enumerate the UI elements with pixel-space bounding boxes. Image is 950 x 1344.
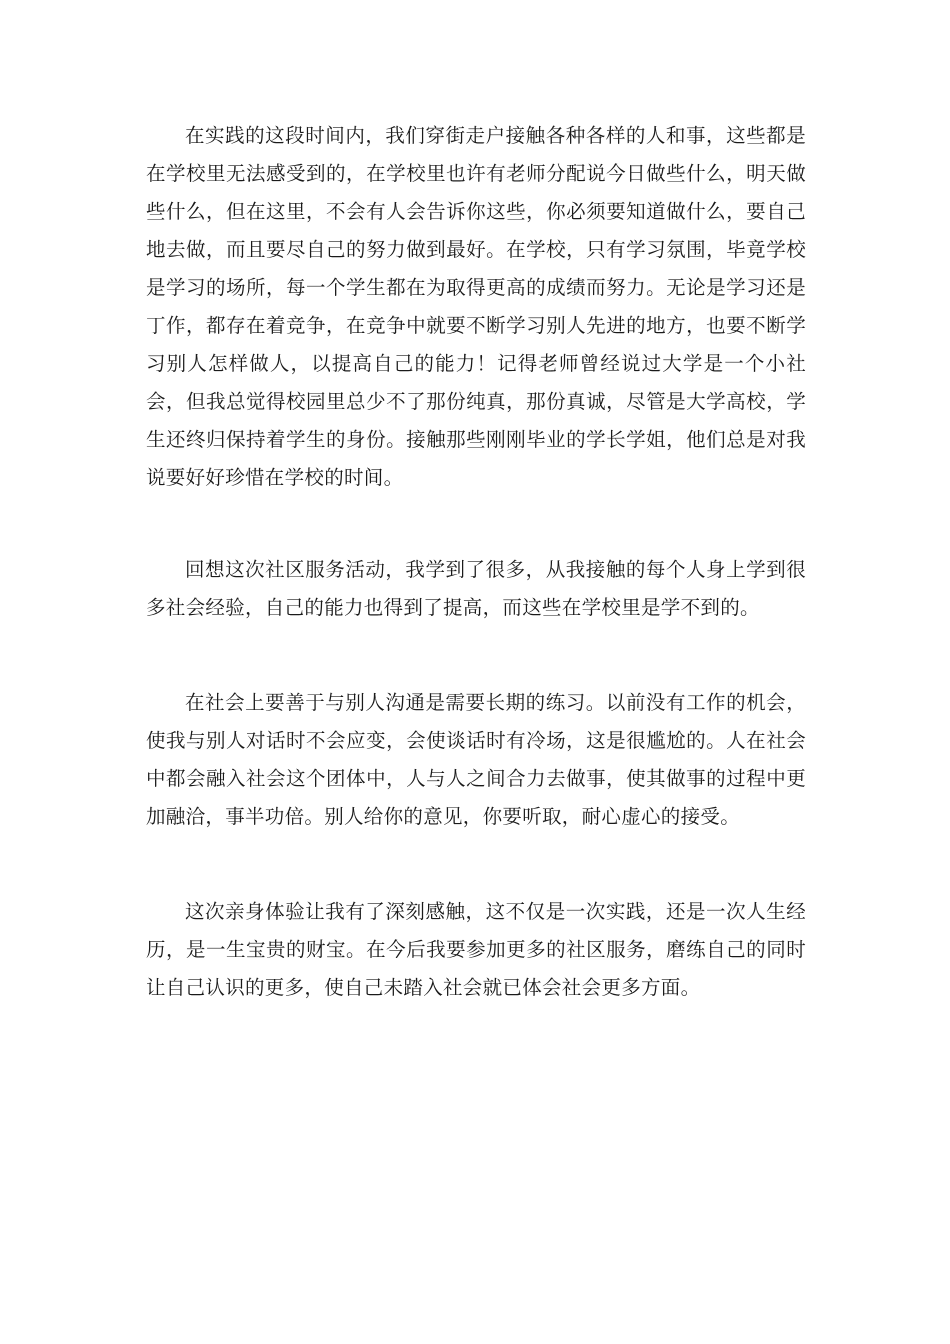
document-body xyxy=(146,117,806,1007)
paragraph-communication: 在社会上要善于与别人沟通是需要长期的练习。以前没有工作的机会，使我与别人对话时不会应变，会使谈话时有冷场，这是很尴尬的。人在社会中都会融入社会这个团体中，人与人之间合力去做事，使其做事的过程中更加融洽，事半功倍。别人给你的意见，你要听取，耐心虚心的接受。 xyxy=(146,691,806,828)
paragraph-community-service-reflection: 回想这次社区服务活动，我学到了很多，从我接触的每个人身上学到很多社会经验，自己的能力也得到了提高，而这些在学校里是学不到的。 xyxy=(146,558,806,619)
paragraph-practice-experience: 在实践的这段时间内，我们穿街走户接触各种各样的人和事，这些都是在学校里无法感受到的，在学校里也许有老师分配说今日做些什么，明天做些什么，但在这里，不会有人会告诉你这些，你必须要知道做什么，要自己地去做，而且要尽自己的努力做到最好。在学校，只有学习氛围，毕竟学校是学习的场所，每一个学生都在为取得更高的成绩而努力。无论是学习还是丁作，都存在着竞争，在竞争中就要不断学习别人先进的地方，也要不断学习别人怎样做人，以提高自己的能力！记得老师曾经说过大学是一个小社会，但我总觉得校园里总少不了那份纯真，那份真诚，尽管是大学高校，学生还终归保持着学生的身份。接触那些刚刚毕业的学长学姐，他们总是对我说要好好珍惜在学校的时间。 xyxy=(146,124,806,489)
paragraph-conclusion: 这次亲身体验让我有了深刻感触，这不仅是一次实践，还是一次人生经历，是一生宝贵的财宝。在今后我要参加更多的社区服务，磨练自己的同时让自己认识的更多，使自己未踏入社会就已体会社会更多方面。 xyxy=(146,900,806,999)
